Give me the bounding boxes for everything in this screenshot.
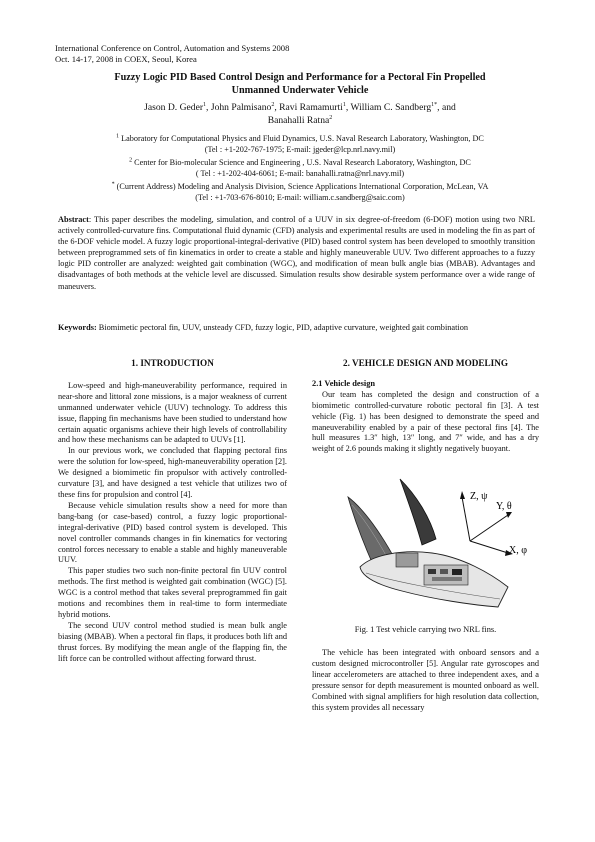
section-heading-introduction: 1. INTRODUCTION xyxy=(131,358,214,368)
title-line-1: Fuzzy Logic PID Based Control Design and Performance for a Pectoral Fin Propelled xyxy=(114,72,486,83)
vehicle-illustration xyxy=(312,469,539,619)
keywords-text: Biomimetic pectoral fin, UUV, unsteady CFD, fuzzy logic, PID, adaptive curvature, weighted gait combination xyxy=(96,323,468,332)
intro-paragraph: Low-speed and high-maneuverability performance, required in near-shore and littoral zone missions, is a major weakness of current unmanned underwater vehicle (UUV) technology. To address this issue, flapping fin mechanisms have been studied to understand how certain aquatic organisms achieve their high levels of controllability and how these mechanisms can be adapted to UUVs [1]. xyxy=(58,380,287,445)
affiliation-contact: ( Tel : +1-202-404-6061; E-mail: banahalli.ratna@nrl.navy.mil) xyxy=(195,169,405,178)
abstract-label: Abstract xyxy=(58,215,89,224)
affiliation-2 xyxy=(30,157,570,179)
conference-name: International Conference on Control, Automation and Systems 2008 xyxy=(55,43,290,53)
author-name: William C. Sandberg xyxy=(350,102,432,113)
affiliation-sup: 2 xyxy=(129,157,133,164)
body-paragraph: The vehicle has been integrated with onboard sensors and a custom designed microcontroller [5]. Angular rate gyroscopes and linear accelerometers are attached to three independent axes, and a pressure sensor for depth measurement is mounted onboard as well. Combined with signal amplifiers for high resolution data collection, this system provides all necessary xyxy=(312,648,539,712)
affiliation-text: (Current Address) Modeling and Analysis Division, Science Applications International Corporation, McLean, VA xyxy=(116,182,489,191)
keywords xyxy=(58,322,535,333)
subsection-heading: 2.1 Vehicle design xyxy=(312,378,376,388)
title-line-2: Unmanned Underwater Vehicle xyxy=(231,85,369,96)
figure-test-vehicle xyxy=(312,469,539,619)
author-sup: 2 xyxy=(271,101,275,108)
affiliation-1 xyxy=(30,133,570,155)
intro-paragraph: Because vehicle simulation results show a need for more than bang-bang (or case-based) control, a fuzzy logic proportional-integral-derivative (PID) based control system is developed. This novel controller commands changes in fin kinematics for vectoring control forces necessary to enable a stable and highly maneuverable UUV. xyxy=(58,500,287,565)
axis-label-x: X, φ xyxy=(509,545,527,557)
section-heading-vehicle-design: 2. VEHICLE DESIGN AND MODELING xyxy=(343,358,508,368)
body-paragraph: Our team has completed the design and construction of a biomimetic controlled-curvature robotic pectoral fin [3]. A test vehicle (Fig. 1) has been designed to demonstrate the speed and maneuverability enabled by a pair of these pectoral fins [4]. The hull measures 1.3″ high, 13″ long, and 7″ wide, and has a dry weight of 2.6 pounds making it slightly negatively buoyant. xyxy=(312,389,539,454)
intro-paragraph: In our previous work, we concluded that flapping pectoral fins were the solution for low-speed, high-maneuverability operation [2]. We designed a biomimetic fin propulsor with actively controlled-curvature [3], and have designed a test vehicle that utilizes two of these fins for propulsion and control [4]. xyxy=(58,446,287,499)
author-sup: 1* xyxy=(431,101,438,108)
author-name: Banahalli Ratna xyxy=(267,115,330,126)
affiliation-text: Center for Bio-molecular Science and Engineering , U.S. Naval Research Laboratory, Washington, DC xyxy=(134,158,471,167)
intro-paragraph: This paper studies two such non-finite pectoral fin UUV control methods. The first method is weighted gait combination (WGC) [5]. WGC is a control method that takes several preprogrammed fin gait motions and recombines them in real-time to form intermediate hybrid motions. xyxy=(58,566,287,619)
author-list: Jason D. Geder$^1$, John Palmisano$^2$, Ravi Ramamurti$^1$, William C. Sandberg$^{1*}$, and Banahalli Ratna$^2$ xyxy=(144,101,456,126)
affiliation-contact: (Tel : +1-202-767-1975; E-mail: jgeder@lcp.nrl.navy.mil) xyxy=(204,145,396,154)
conference-date: Oct. 14-17, 2008 in COEX, Seoul, Korea xyxy=(55,54,197,64)
intro-paragraph: The second UUV control method studied is mean bulk angle biasing (MBAB). When a pectoral fin flaps, it produces both lift and thrust forces. By modifying the mean angle of the flapping fin, the lift force can be controlled without affecting forward thrust. xyxy=(58,620,287,663)
figure-caption: Fig. 1 Test vehicle carrying two NRL fins. xyxy=(354,625,497,635)
author-sup: 1 xyxy=(342,101,346,108)
left-column xyxy=(58,358,287,664)
conference-header xyxy=(55,43,289,65)
author-sup: 1 xyxy=(203,101,207,108)
author-name: John Palmisano xyxy=(210,102,272,113)
affiliation-sup: * xyxy=(111,181,115,188)
author-name: Jason D. Geder xyxy=(144,102,204,113)
affiliation-text: Laboratory for Computational Physics and Fluid Dynamics, U.S. Naval Research Laboratory, Washington, DC xyxy=(121,134,484,143)
affiliation-sup: 1 xyxy=(116,133,120,140)
axis-label-z: Z, ψ xyxy=(470,491,488,503)
abstract-text: : This paper describes the modeling, simulation, and control of a UUV in six degree-of-freedom (6-DOF) motion using two NRL actively controlled-curvature fins. Computational fluid dynamic (CFD) analysis and experimental results are used in modeling the fin as part of the 6-DOF vehicle model. A fuzzy logic proportional-integral-derivative (PID) based control system has been developed to smoothly transition between preprogrammed sets of fin kinematics in order to create a stable and highly maneuverable UUV. Two different approaches to a fuzzy logic PID controller are analyzed: weighted gait combination (WGC), and modification of mean bulk angle bias (MBAB). Advantages and disadvantages of both methods at the vehicle level are discussed. Simulation results show desirable system performance over a wide range of maneuvers. xyxy=(58,215,535,291)
author-sup: 2 xyxy=(329,114,333,121)
right-column xyxy=(312,358,539,714)
author-name: Ravi Ramamurti xyxy=(279,102,343,113)
affiliation-3 xyxy=(30,181,570,203)
paper-title xyxy=(50,71,550,97)
keywords-label: Keywords: xyxy=(58,323,97,332)
abstract xyxy=(58,214,535,292)
axis-label-y: Y, θ xyxy=(496,501,512,513)
affiliation-contact: (Tel : +1-703-676-8010; E-mail: william.c.sandberg@saic.com) xyxy=(195,193,405,202)
